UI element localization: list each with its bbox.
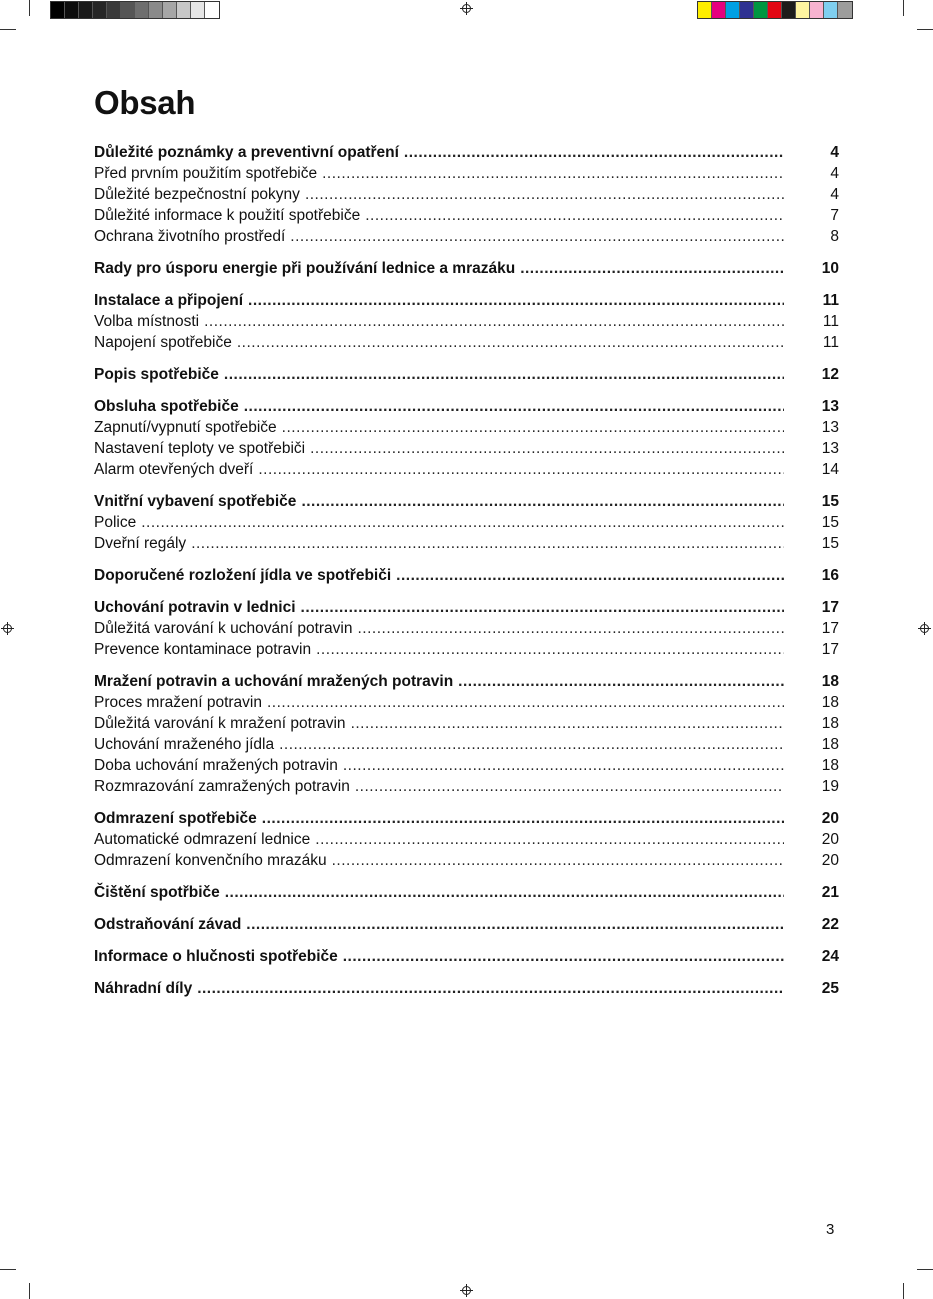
toc-entry-page: 17 — [821, 641, 839, 658]
toc-entry-page: 17 — [821, 599, 839, 616]
toc-leader-dots — [315, 829, 784, 850]
toc-section-entry — [94, 396, 839, 417]
toc-entry-page: 11 — [822, 292, 839, 309]
color-swatch — [768, 2, 782, 18]
toc-entry-page: 17 — [821, 620, 839, 637]
toc-leader-dots — [191, 533, 784, 554]
toc-entry-page: 15 — [821, 514, 839, 531]
toc-leader-dots — [458, 671, 784, 692]
toc-entry-label: Důležité poznámky a preventivní opatření — [94, 144, 399, 161]
toc-subsection-entry — [94, 438, 839, 459]
toc-leader-dots — [396, 565, 784, 586]
color-swatch — [796, 2, 810, 18]
toc-leader-dots — [262, 808, 784, 829]
gray-swatch — [205, 2, 219, 18]
toc-leader-dots — [355, 776, 784, 797]
toc-entry-page: 18 — [821, 673, 839, 690]
toc-section-entry — [94, 290, 839, 311]
toc-leader-dots — [322, 163, 784, 184]
toc-subsection-entry — [94, 184, 839, 205]
toc-subsection-entry — [94, 205, 839, 226]
gray-swatch — [135, 2, 149, 18]
toc-entry-label: Důležitá varování k uchování potravin — [94, 620, 353, 637]
toc-entry-page: 4 — [830, 144, 839, 161]
toc-subsection-entry — [94, 755, 839, 776]
toc-entry-label: Mražení potravin a uchování mražených potravin — [94, 673, 454, 690]
toc-leader-dots — [332, 850, 784, 871]
toc-entry-page: 18 — [821, 736, 839, 753]
toc-leader-dots — [301, 491, 784, 512]
gray-swatch — [79, 2, 93, 18]
crop-mark — [917, 1269, 933, 1270]
toc-subsection-entry — [94, 850, 839, 871]
toc-entry-page: 7 — [830, 207, 839, 224]
crop-mark — [0, 1269, 16, 1270]
toc-subsection-entry — [94, 459, 839, 480]
gray-swatch — [93, 2, 107, 18]
color-swatch — [726, 2, 740, 18]
toc-entry-label: Dveřní regály — [94, 535, 187, 552]
toc-entry-label: Automatické odmrazení lednice — [94, 831, 311, 848]
toc-leader-dots — [244, 396, 784, 417]
toc-leader-dots — [258, 459, 784, 480]
toc-section-entry — [94, 597, 839, 618]
gray-swatch — [65, 2, 79, 18]
toc-section-entry — [94, 671, 839, 692]
toc-subsection-entry — [94, 226, 839, 247]
toc-entry-label: Náhradní díly — [94, 980, 193, 997]
toc-subsection-entry — [94, 332, 839, 353]
toc-section-entry — [94, 882, 839, 903]
toc-section-entry — [94, 914, 839, 935]
registration-mark-icon — [920, 624, 929, 633]
crop-mark — [29, 1283, 30, 1299]
toc-leader-dots — [246, 914, 784, 935]
toc-entry-label: Nastavení teploty ve spotřebiči — [94, 440, 306, 457]
toc-section-entry — [94, 364, 839, 385]
toc-entry-page: 22 — [821, 916, 839, 933]
toc-entry-label: Rozmrazování zamražených potravin — [94, 778, 350, 795]
toc-leader-dots — [404, 142, 784, 163]
toc-leader-dots — [141, 512, 784, 533]
toc-entry-label: Doba uchování mražených potravin — [94, 757, 338, 774]
toc-leader-dots — [343, 755, 784, 776]
toc-leader-dots — [357, 618, 784, 639]
toc-leader-dots — [343, 946, 784, 967]
color-swatch — [838, 2, 852, 18]
toc-subsection-entry — [94, 618, 839, 639]
toc-entry-page: 13 — [821, 440, 839, 457]
toc-entry-label: Volba místnosti — [94, 313, 200, 330]
toc-section-entry — [94, 946, 839, 967]
toc-entry-label: Důležitá varování k mražení potravin — [94, 715, 346, 732]
gray-calibration-strip — [50, 1, 220, 19]
toc-entry-label: Obsluha spotřebiče — [94, 398, 239, 415]
toc-entry-label: Instalace a připojení — [94, 292, 244, 309]
toc-entry-label: Důležité bezpečnostní pokyny — [94, 186, 300, 203]
crop-mark — [917, 29, 933, 30]
toc-leader-dots — [310, 438, 784, 459]
toc-entry-label: Vnitřní vybavení spotřebiče — [94, 493, 297, 510]
toc-subsection-entry — [94, 829, 839, 850]
toc-subsection-entry — [94, 311, 839, 332]
toc-leader-dots — [290, 226, 784, 247]
toc-entry-label: Police — [94, 514, 137, 531]
toc-entry-label: Proces mražení potravin — [94, 694, 262, 711]
toc-leader-dots — [301, 597, 784, 618]
gray-swatch — [177, 2, 191, 18]
gray-swatch — [163, 2, 177, 18]
toc-entry-label: Odmrazení konvenčního mrazáku — [94, 852, 327, 869]
color-swatch — [810, 2, 824, 18]
toc-subsection-entry — [94, 692, 839, 713]
toc-entry-page: 4 — [830, 165, 839, 182]
toc-section-entry — [94, 565, 839, 586]
toc-entry-page: 18 — [821, 694, 839, 711]
toc-entry-page: 11 — [822, 313, 839, 330]
toc-entry-page: 18 — [821, 757, 839, 774]
toc-entry-page: 12 — [821, 366, 839, 383]
color-swatch — [712, 2, 726, 18]
toc-entry-label: Popis spotřebiče — [94, 366, 219, 383]
toc-leader-dots — [282, 417, 784, 438]
toc-leader-dots — [237, 332, 784, 353]
toc-entry-label: Doporučené rozložení jídla ve spotřebiči — [94, 567, 392, 584]
color-swatch — [754, 2, 768, 18]
toc-entry-label: Uchování mraženého jídla — [94, 736, 275, 753]
page-title: Obsah — [94, 84, 196, 121]
toc-subsection-entry — [94, 639, 839, 660]
toc-entry-label: Odmrazení spotřebiče — [94, 810, 257, 827]
toc-entry-label: Zapnutí/vypnutí spotřebiče — [94, 419, 277, 436]
crop-mark — [29, 0, 30, 16]
toc-entry-label: Uchování potravin v lednici — [94, 599, 296, 616]
toc-entry-page: 14 — [821, 461, 839, 478]
toc-leader-dots — [267, 692, 784, 713]
gray-swatch — [107, 2, 121, 18]
toc-entry-page: 24 — [821, 948, 839, 965]
color-swatch — [782, 2, 796, 18]
table-of-contents — [94, 142, 839, 999]
toc-section-entry — [94, 142, 839, 163]
crop-mark — [0, 29, 16, 30]
gray-swatch — [149, 2, 163, 18]
toc-leader-dots — [365, 205, 784, 226]
toc-entry-label: Rady pro úsporu energie při používání lednice a mrazáku — [94, 260, 516, 277]
color-calibration-strip — [697, 1, 853, 19]
toc-entry-page: 18 — [821, 715, 839, 732]
registration-mark-icon — [3, 624, 12, 633]
toc-entry-page: 16 — [821, 567, 839, 584]
toc-leader-dots — [225, 882, 784, 903]
toc-subsection-entry — [94, 713, 839, 734]
toc-entry-page: 4 — [830, 186, 839, 203]
toc-entry-label: Čištění spotřbiče — [94, 884, 220, 901]
toc-leader-dots — [279, 734, 784, 755]
toc-entry-page: 8 — [830, 228, 839, 245]
color-swatch — [740, 2, 754, 18]
toc-leader-dots — [316, 639, 784, 660]
toc-leader-dots — [351, 713, 784, 734]
toc-section-entry — [94, 258, 839, 279]
toc-entry-label: Prevence kontaminace potravin — [94, 641, 312, 658]
gray-swatch — [51, 2, 65, 18]
toc-leader-dots — [197, 978, 784, 999]
toc-section-entry — [94, 491, 839, 512]
toc-subsection-entry — [94, 512, 839, 533]
color-swatch — [824, 2, 838, 18]
toc-entry-page: 21 — [821, 884, 839, 901]
toc-subsection-entry — [94, 417, 839, 438]
crop-mark — [903, 0, 904, 16]
toc-entry-page: 19 — [821, 778, 839, 795]
toc-leader-dots — [520, 258, 784, 279]
crop-mark — [903, 1283, 904, 1299]
color-swatch — [698, 2, 712, 18]
toc-entry-page: 20 — [821, 852, 839, 869]
toc-entry-page: 11 — [822, 334, 839, 351]
registration-mark-icon — [462, 4, 471, 13]
toc-entry-page: 13 — [821, 398, 839, 415]
toc-entry-page: 13 — [821, 419, 839, 436]
toc-entry-page: 25 — [821, 980, 839, 997]
toc-entry-label: Informace o hlučnosti spotřebiče — [94, 948, 338, 965]
toc-section-entry — [94, 808, 839, 829]
toc-section-entry — [94, 978, 839, 999]
toc-entry-label: Důležité informace k použití spotřebiče — [94, 207, 361, 224]
toc-entry-label: Odstraňování závad — [94, 916, 242, 933]
toc-subsection-entry — [94, 163, 839, 184]
toc-leader-dots — [204, 311, 784, 332]
page-number: 3 — [826, 1221, 835, 1238]
toc-entry-page: 20 — [821, 831, 839, 848]
toc-leader-dots — [224, 364, 784, 385]
toc-entry-label: Před prvním použitím spotřebiče — [94, 165, 318, 182]
gray-swatch — [191, 2, 205, 18]
toc-subsection-entry — [94, 776, 839, 797]
toc-entry-label: Alarm otevřených dveří — [94, 461, 254, 478]
toc-leader-dots — [305, 184, 784, 205]
toc-leader-dots — [248, 290, 784, 311]
toc-entry-label: Ochrana životního prostředí — [94, 228, 286, 245]
toc-subsection-entry — [94, 734, 839, 755]
gray-swatch — [121, 2, 135, 18]
toc-entry-page: 15 — [821, 493, 839, 510]
toc-entry-label: Napojení spotřebiče — [94, 334, 232, 351]
toc-entry-page: 20 — [821, 810, 839, 827]
toc-subsection-entry — [94, 533, 839, 554]
registration-mark-icon — [462, 1286, 471, 1295]
toc-entry-page: 15 — [821, 535, 839, 552]
toc-entry-page: 10 — [821, 260, 839, 277]
